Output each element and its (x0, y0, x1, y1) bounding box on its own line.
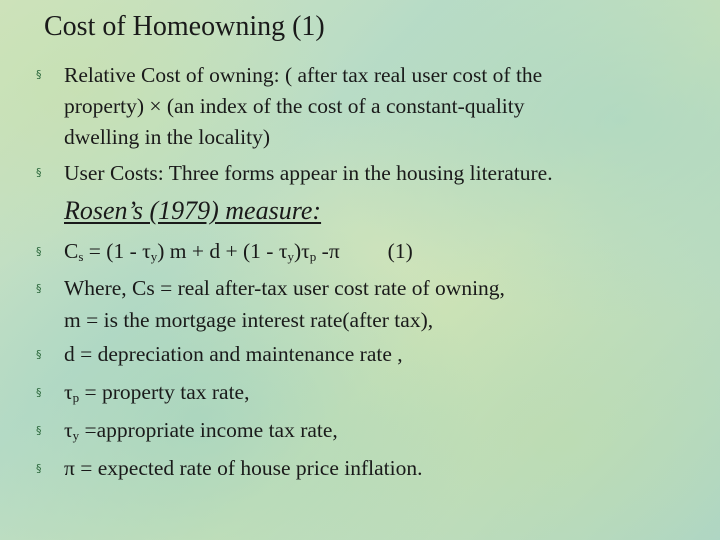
bullet-2-line: User Costs: Three forms appear in the housing literature. (64, 161, 553, 185)
formula-part-1: = (1 - τ (83, 239, 151, 263)
def-income-tax (64, 416, 338, 450)
rosen-measure-heading: Rosen’s (1979) measure: (64, 196, 322, 225)
def-property-tax-text: = property tax rate, (79, 380, 250, 404)
tau-subscript-p: p (72, 390, 80, 405)
slide-title: Cost of Homeowning (1) (44, 11, 325, 42)
bullet-1-line-3: dwelling in the locality) (64, 125, 270, 149)
bullet-marker: § (36, 166, 42, 179)
tau-subscript-y: y (72, 428, 80, 443)
formula-part-4: -π (316, 239, 340, 263)
bullet-marker: § (36, 68, 42, 81)
bullet-marker: § (36, 462, 42, 475)
formula-part-3: )τ (293, 239, 310, 263)
bullet-marker: § (36, 348, 42, 361)
where-line-1: Where, Cs = real after-tax user cost rate of owning, (64, 276, 505, 300)
formula-subscript-y: y (287, 249, 294, 264)
formula-part-2: ) m + d + (1 - τ (157, 239, 288, 263)
def-property-tax (64, 378, 249, 412)
bullet-marker: § (36, 245, 42, 258)
bullet-marker: § (36, 282, 42, 295)
bullet-marker: § (36, 424, 42, 437)
bullet-marker: § (36, 386, 42, 399)
bullet-1-line-1: Relative Cost of owning: ( after tax real user cost of the (64, 63, 543, 87)
formula-lhs: C (64, 239, 79, 263)
formula-lhs-subscript: s (78, 249, 84, 264)
user-cost-formula (64, 237, 413, 271)
equation-number: (1) (387, 239, 413, 263)
def-price-inflation: π = expected rate of house price inflation. (64, 456, 423, 480)
tau-symbol: τ (64, 418, 73, 442)
def-income-tax-text: =appropriate income tax rate, (79, 418, 338, 442)
tau-symbol: τ (64, 380, 73, 404)
where-line-2: m = is the mortgage interest rate(after tax), (64, 308, 434, 332)
def-depreciation: d = depreciation and maintenance rate , (64, 342, 403, 366)
formula-subscript-y: y (150, 249, 158, 264)
bullet-1-line-2: property) × (an index of the cost of a constant-quality (64, 94, 525, 118)
formula-subscript-p: p (309, 249, 317, 264)
